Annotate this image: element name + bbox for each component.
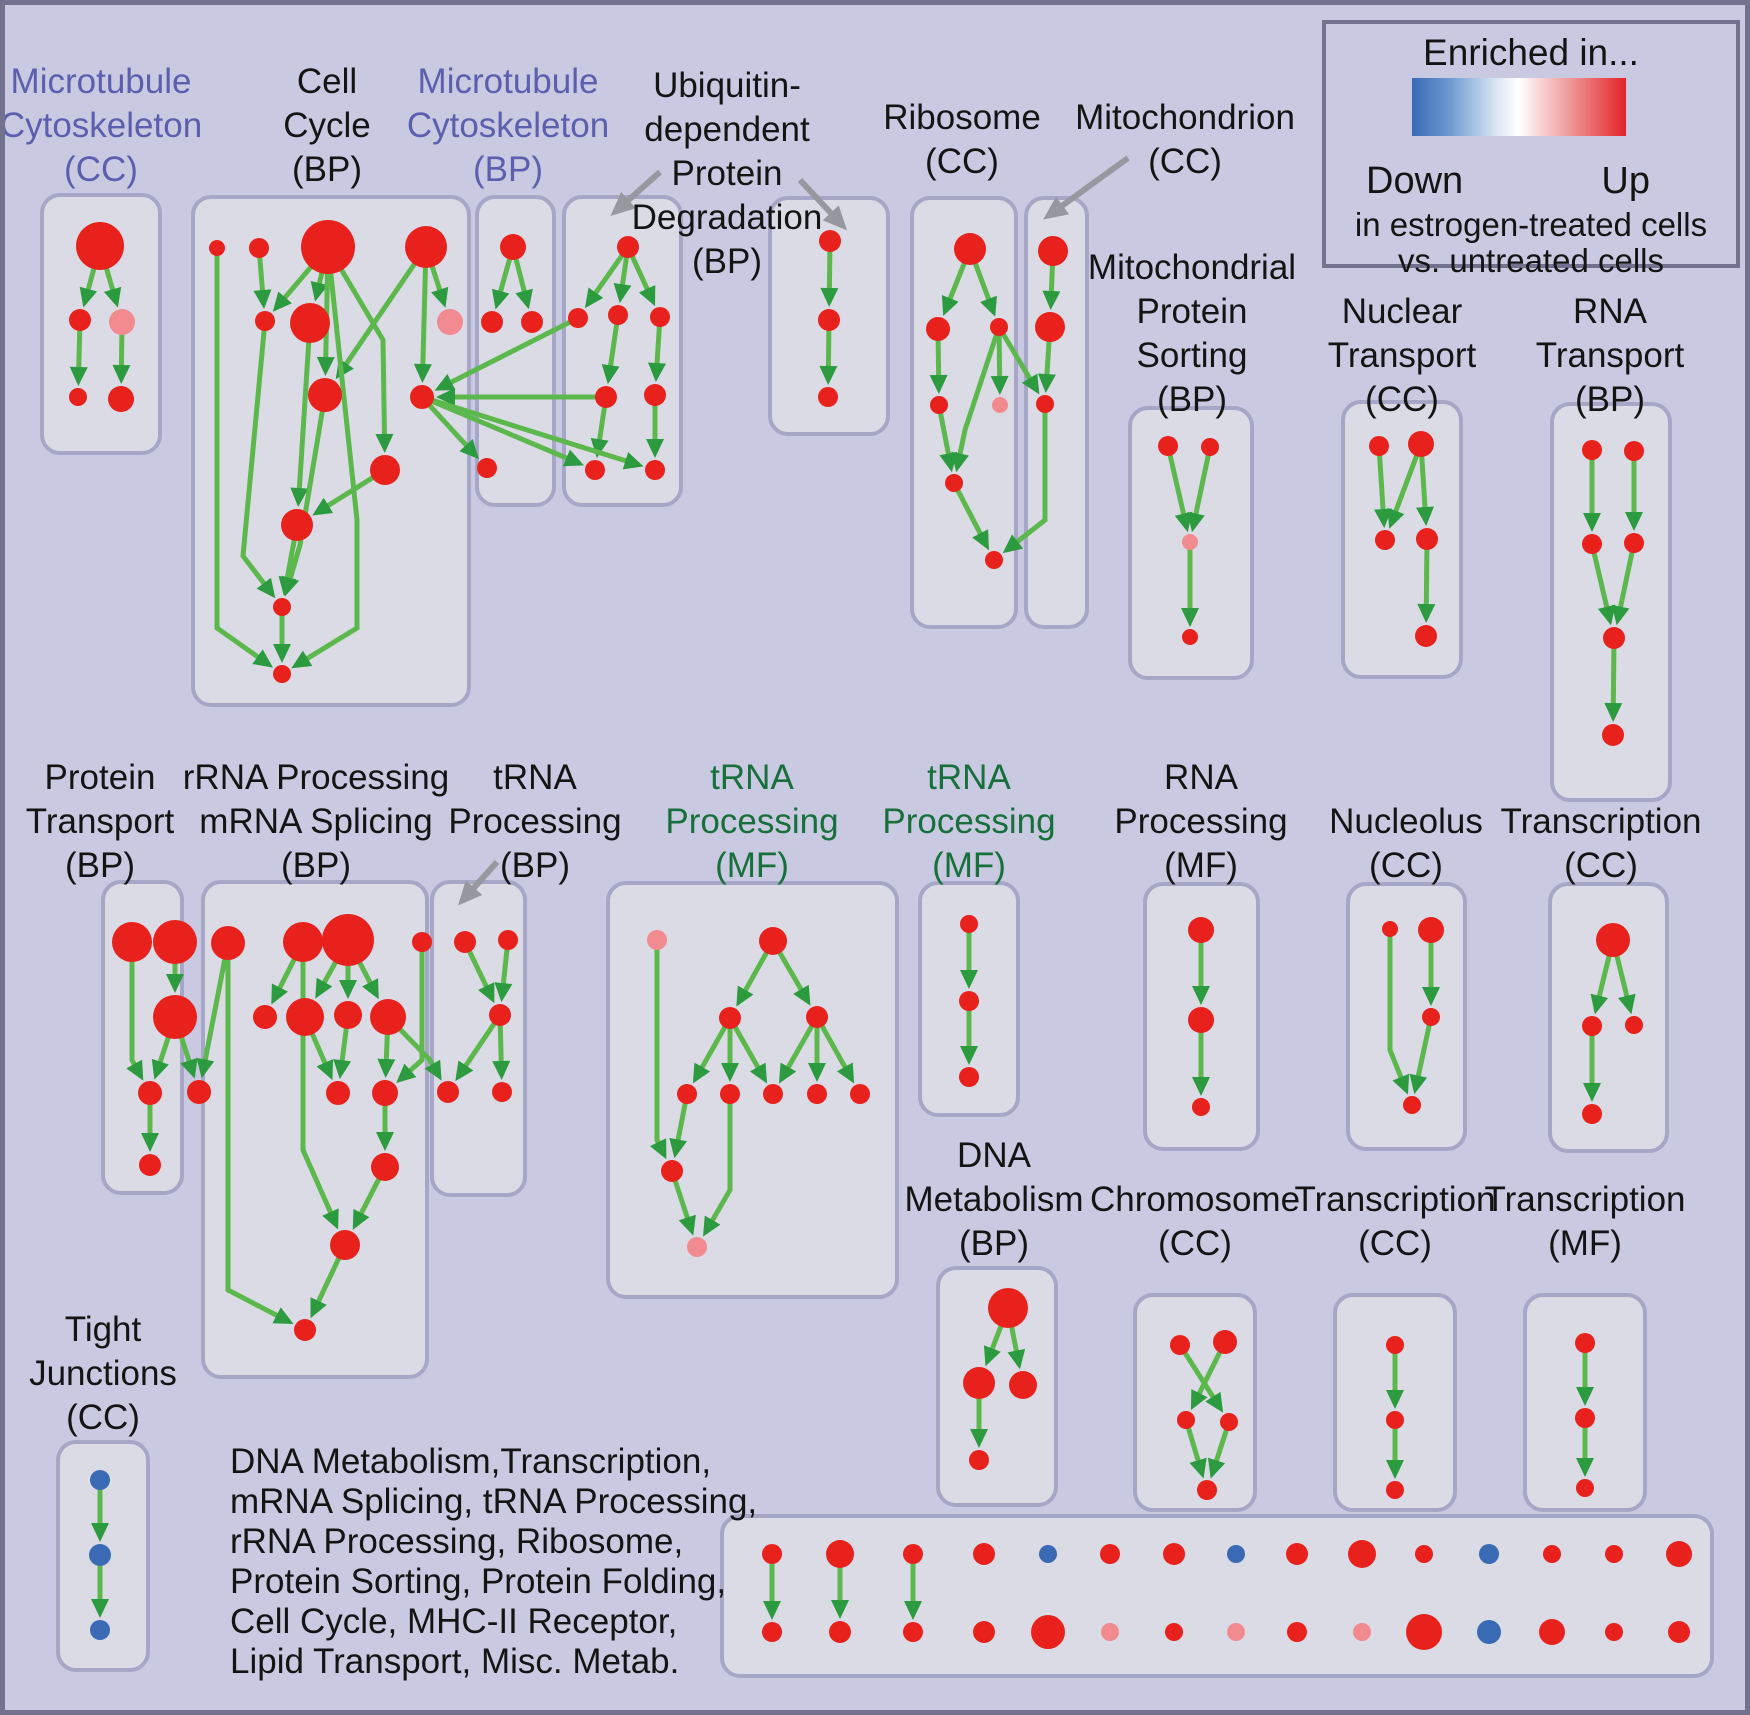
- cluster-label-line: tRNA: [927, 758, 1011, 797]
- go-term-node: [1009, 1371, 1037, 1399]
- cluster-label-line: Cytoskeleton: [406, 106, 610, 145]
- cluster-label-line: (CC): [1158, 1224, 1232, 1263]
- cluster-label-line: (BP): [958, 1224, 1029, 1263]
- go-term-node: [108, 386, 134, 412]
- cluster-label-line: Cell: [296, 62, 358, 101]
- go-term-node: [1170, 1335, 1190, 1355]
- go-term-node: [153, 920, 197, 964]
- go-term-node: [829, 1621, 851, 1643]
- cluster-label-line: tRNA: [710, 758, 794, 797]
- go-term-node: [1158, 436, 1178, 456]
- cluster-label-line: Tight: [64, 1310, 142, 1349]
- go-term-node: [1039, 1545, 1057, 1563]
- go-term-node: [1408, 431, 1434, 457]
- go-term-node: [283, 922, 323, 962]
- misc-cluster-caption-line: mRNA Splicing, tRNA Processing,: [230, 1482, 758, 1521]
- go-term-node: [762, 1622, 782, 1642]
- cluster-label-line: (CC): [64, 150, 138, 189]
- go-term-node: [1213, 1330, 1237, 1354]
- cluster-label-line: Processing: [448, 802, 622, 841]
- go-term-node: [1375, 530, 1395, 550]
- go-term-node: [1182, 629, 1198, 645]
- misc-cluster-caption-line: DNA Metabolism,Transcription,: [230, 1442, 712, 1481]
- cluster-label-line: (CC): [1148, 142, 1222, 181]
- cluster-label-line: Nuclear: [1341, 292, 1463, 331]
- cluster-label-line: Cycle: [283, 106, 371, 145]
- go-term-node: [1582, 1104, 1602, 1124]
- go-term-node: [76, 222, 124, 270]
- go-term-node: [1165, 1623, 1183, 1641]
- go-term-node: [990, 318, 1008, 336]
- cluster-label-line: Degradation: [631, 198, 823, 237]
- cluster-label-line: (CC): [66, 1398, 140, 1437]
- cluster-label-line: (BP): [691, 242, 762, 281]
- go-term-node: [330, 1230, 360, 1260]
- go-term-node: [1602, 724, 1624, 746]
- cluster-label-line: tRNA: [493, 758, 577, 797]
- go-term-node: [370, 999, 406, 1035]
- go-term-node: [1624, 441, 1644, 461]
- go-term-node: [1101, 1623, 1119, 1641]
- misc-cluster-caption-line: Lipid Transport, Misc. Metab.: [230, 1642, 680, 1681]
- go-term-node: [1418, 917, 1444, 943]
- legend-up-label: Up: [1601, 160, 1650, 202]
- go-term-node: [1575, 1408, 1595, 1428]
- go-term-node: [481, 311, 503, 333]
- go-term-node: [139, 1154, 161, 1176]
- go-term-node: [437, 1081, 459, 1103]
- go-term-node: [1668, 1621, 1690, 1643]
- annotation-arrow: [1048, 158, 1128, 216]
- go-term-node: [1163, 1543, 1185, 1565]
- go-term-node: [826, 1540, 854, 1568]
- go-term-node: [326, 1081, 350, 1105]
- go-term-node: [945, 474, 963, 492]
- go-term-node: [1197, 1480, 1217, 1500]
- go-term-node: [1220, 1413, 1238, 1431]
- go-term-node: [1227, 1545, 1245, 1563]
- go-term-node: [1386, 1336, 1404, 1354]
- go-term-node: [1479, 1544, 1499, 1564]
- go-term-node: [1582, 1016, 1602, 1036]
- go-term-node: [1287, 1622, 1307, 1642]
- cluster-label-line: RNA: [1573, 292, 1647, 331]
- go-term-node: [1582, 440, 1602, 460]
- go-term-node: [1038, 236, 1068, 266]
- go-term-node: [249, 238, 269, 258]
- go-term-node: [1603, 627, 1625, 649]
- go-term-node: [973, 1543, 995, 1565]
- go-term-node: [371, 1153, 399, 1181]
- cluster-label-line: (BP): [292, 150, 362, 189]
- go-term-node: [109, 309, 135, 335]
- cluster-label-line: Ubiquitin-: [653, 66, 801, 105]
- go-term-node: [645, 460, 665, 480]
- go-term-node: [308, 378, 342, 412]
- go-term-node: [1422, 1008, 1440, 1026]
- legend-title: Enriched in...: [1423, 32, 1639, 73]
- cluster-label-line: Protein: [671, 154, 783, 193]
- go-term-node: [1182, 534, 1198, 550]
- cluster-label-line: Transcription: [1294, 1180, 1496, 1219]
- go-term-node: [963, 1367, 995, 1399]
- cluster-label-line: rRNA Processing: [182, 758, 450, 797]
- go-term-node: [850, 1084, 870, 1104]
- cluster-label-line: (MF): [932, 846, 1006, 885]
- go-term-node: [1477, 1620, 1501, 1644]
- go-term-node: [138, 1081, 162, 1105]
- cluster-label-line: (BP): [64, 846, 135, 885]
- go-term-node: [521, 311, 543, 333]
- cluster-label-line: Processing: [882, 802, 1056, 841]
- go-term-node: [807, 1084, 827, 1104]
- go-term-node: [1575, 1333, 1595, 1353]
- go-term-node: [1403, 1096, 1421, 1114]
- legend-subtitle-line1: in estrogen-treated cells: [1354, 206, 1708, 243]
- edge: [1426, 539, 1427, 618]
- go-term-node: [372, 1080, 398, 1106]
- cluster-label-line: (BP): [472, 150, 543, 189]
- cluster-label-line: Transport: [1535, 336, 1685, 375]
- go-term-node: [762, 1544, 782, 1564]
- cluster-label-line: Mitochondrial: [1087, 248, 1297, 287]
- cluster-label-line: (BP): [499, 846, 570, 885]
- go-term-node: [818, 309, 840, 331]
- legend-down-label: Down: [1366, 160, 1464, 202]
- cluster-label-line: (BP): [280, 846, 351, 885]
- go-term-node: [498, 930, 518, 950]
- go-term-node: [1625, 1016, 1643, 1034]
- go-term-node: [930, 396, 948, 414]
- go-term-node: [1386, 1411, 1404, 1429]
- cluster-label-line: Ribosome: [883, 98, 1041, 137]
- cluster-label-line: RNA: [1164, 758, 1238, 797]
- cluster-label-line: Transcription: [1500, 802, 1702, 841]
- cluster-label-line: (CC): [1369, 846, 1443, 885]
- go-term-node: [454, 931, 476, 953]
- go-term-node: [153, 995, 197, 1039]
- go-term-node: [719, 1007, 741, 1029]
- go-term-node: [1406, 1614, 1442, 1650]
- cluster-label-line: Junctions: [29, 1354, 177, 1393]
- edge: [1613, 638, 1614, 717]
- go-term-node: [1539, 1619, 1565, 1645]
- cluster-label-line: Protein: [44, 758, 156, 797]
- cluster-label-line: (BP): [1157, 380, 1227, 419]
- go-term-node: [370, 455, 400, 485]
- cluster-label-line: DNA: [957, 1136, 1031, 1175]
- go-term-node: [1369, 436, 1389, 456]
- go-term-node: [959, 991, 979, 1011]
- go-term-node: [1605, 1545, 1623, 1563]
- go-term-node: [677, 1084, 697, 1104]
- cluster-label-line: Transport: [1327, 336, 1477, 375]
- go-term-node: [720, 1084, 740, 1104]
- go-term-node: [1188, 917, 1214, 943]
- go-term-node: [1192, 1098, 1210, 1116]
- cluster-label-line: Nucleolus: [1329, 802, 1483, 841]
- go-term-node: [1227, 1623, 1245, 1641]
- cluster-box-nuclear-transport: [1343, 402, 1461, 677]
- go-term-node: [650, 307, 670, 327]
- go-term-node: [281, 509, 313, 541]
- go-term-node: [969, 1450, 989, 1470]
- go-term-node: [903, 1622, 923, 1642]
- go-term-node: [437, 309, 463, 335]
- go-term-node: [568, 308, 588, 328]
- go-term-node: [1177, 1411, 1195, 1429]
- go-term-node: [1624, 533, 1644, 553]
- go-term-node: [1036, 395, 1054, 413]
- go-term-node: [90, 1620, 110, 1640]
- legend: [1322, 20, 1740, 279]
- go-term-node: [69, 388, 87, 406]
- go-term-node: [1382, 921, 1398, 937]
- misc-cluster-caption-line: Cell Cycle, MHC-II Receptor,: [230, 1602, 678, 1641]
- go-term-node: [187, 1080, 211, 1104]
- go-term-node: [687, 1237, 707, 1257]
- cluster-label-line: (CC): [1358, 1224, 1432, 1263]
- cluster-label-line: (BP): [1574, 380, 1645, 419]
- go-term-node: [903, 1544, 923, 1564]
- cluster-label-line: (CC): [925, 142, 999, 181]
- go-term-node: [1416, 528, 1438, 550]
- cluster-label-line: Microtubule: [417, 62, 599, 101]
- go-term-node: [112, 922, 152, 962]
- cluster-box-transcription-mf: [1525, 1295, 1645, 1510]
- go-term-node: [819, 230, 841, 252]
- go-term-node: [926, 317, 950, 341]
- legend-axis-labels: [1326, 160, 1736, 203]
- go-term-node: [1666, 1541, 1692, 1567]
- go-term-node: [294, 1319, 316, 1341]
- legend-subtitle-line2: vs. untreated cells: [1398, 242, 1664, 279]
- misc-cluster-caption: [230, 1442, 757, 1682]
- go-term-node: [410, 385, 434, 409]
- go-term-node: [595, 386, 617, 408]
- cluster-label-line: Transport: [25, 802, 175, 841]
- go-term-node: [1596, 923, 1630, 957]
- cluster-label-line: Microtubule: [10, 62, 192, 101]
- cluster-label-line: (CC): [1564, 846, 1638, 885]
- go-term-node: [954, 233, 986, 265]
- go-term-node: [405, 226, 447, 268]
- go-term-node: [1353, 1623, 1371, 1641]
- cluster-label-line: Cytoskeleton: [0, 106, 203, 145]
- go-term-node: [412, 932, 432, 952]
- go-term-node: [500, 234, 526, 260]
- go-term-node: [647, 930, 667, 950]
- go-term-node: [90, 1470, 110, 1490]
- go-term-node: [1031, 1615, 1065, 1649]
- cluster-label-line: Transcription: [1484, 1180, 1686, 1219]
- go-term-node: [759, 927, 787, 955]
- go-term-node: [617, 236, 639, 258]
- go-term-node: [1201, 438, 1219, 456]
- misc-cluster-caption-line: rRNA Processing, Ribosome,: [230, 1522, 684, 1561]
- go-term-node: [1188, 1007, 1214, 1033]
- cluster-label-line: (CC): [1365, 380, 1439, 419]
- go-term-node: [818, 387, 838, 407]
- cluster-label-line: Metabolism: [904, 1180, 1084, 1219]
- go-term-node: [1543, 1545, 1561, 1563]
- legend-gradient-bar: [1412, 78, 1626, 136]
- cluster-label-line: (MF): [715, 846, 789, 885]
- go-term-node: [489, 1004, 511, 1026]
- go-term-node: [69, 309, 91, 331]
- go-term-node: [1348, 1540, 1376, 1568]
- cluster-label-line: dependent: [644, 110, 810, 149]
- cluster-label-line: Processing: [1114, 802, 1288, 841]
- cluster-label-line: (MF): [1164, 846, 1238, 885]
- go-term-node: [1576, 1479, 1594, 1497]
- cluster-label-line: Sorting: [1136, 336, 1248, 375]
- go-term-node: [334, 1001, 362, 1029]
- cluster-label-line: mRNA Splicing: [199, 802, 433, 841]
- go-term-node: [661, 1160, 683, 1182]
- go-term-node: [985, 551, 1003, 569]
- misc-cluster-caption-line: Protein Sorting, Protein Folding,: [230, 1562, 727, 1601]
- go-term-node: [211, 926, 245, 960]
- go-term-node: [1415, 625, 1437, 647]
- go-term-node: [322, 914, 374, 966]
- go-term-node: [959, 1067, 979, 1087]
- go-term-node: [992, 397, 1008, 413]
- go-term-node: [253, 1005, 277, 1029]
- go-term-node: [644, 384, 666, 406]
- cluster-label-line: (MF): [1548, 1224, 1622, 1263]
- go-term-node: [209, 240, 225, 256]
- go-term-node: [608, 305, 628, 325]
- go-term-node: [273, 665, 291, 683]
- go-term-node: [973, 1621, 995, 1643]
- go-term-node: [301, 220, 355, 274]
- go-term-node: [286, 998, 324, 1036]
- go-term-node: [1605, 1623, 1623, 1641]
- go-term-node: [763, 1084, 783, 1104]
- cluster-label-line: Mitochondrion: [1075, 98, 1295, 137]
- cluster-box-misc-metabolism: [722, 1516, 1712, 1676]
- go-term-node: [1100, 1544, 1120, 1564]
- cluster-label-line: Protein: [1136, 292, 1248, 331]
- cluster-label-line: Chromosome: [1089, 1180, 1301, 1219]
- go-term-node: [1415, 1545, 1433, 1563]
- edge: [999, 327, 1000, 390]
- go-term-node: [1582, 534, 1602, 554]
- go-term-node: [89, 1544, 111, 1566]
- go-term-node: [1035, 312, 1065, 342]
- go-term-node: [290, 303, 330, 343]
- cluster-label-line: Processing: [665, 802, 839, 841]
- cluster-box-trna-processing-bp: [432, 882, 525, 1195]
- go-term-node: [273, 598, 291, 616]
- go-term-node: [492, 1082, 512, 1102]
- go-term-node: [1386, 1481, 1404, 1499]
- go-term-node: [255, 311, 275, 331]
- go-term-node: [585, 460, 605, 480]
- go-term-node: [1286, 1543, 1308, 1565]
- go-term-node: [477, 458, 497, 478]
- go-term-node: [960, 915, 978, 933]
- go-term-node: [988, 1288, 1028, 1328]
- go-term-node: [806, 1006, 828, 1028]
